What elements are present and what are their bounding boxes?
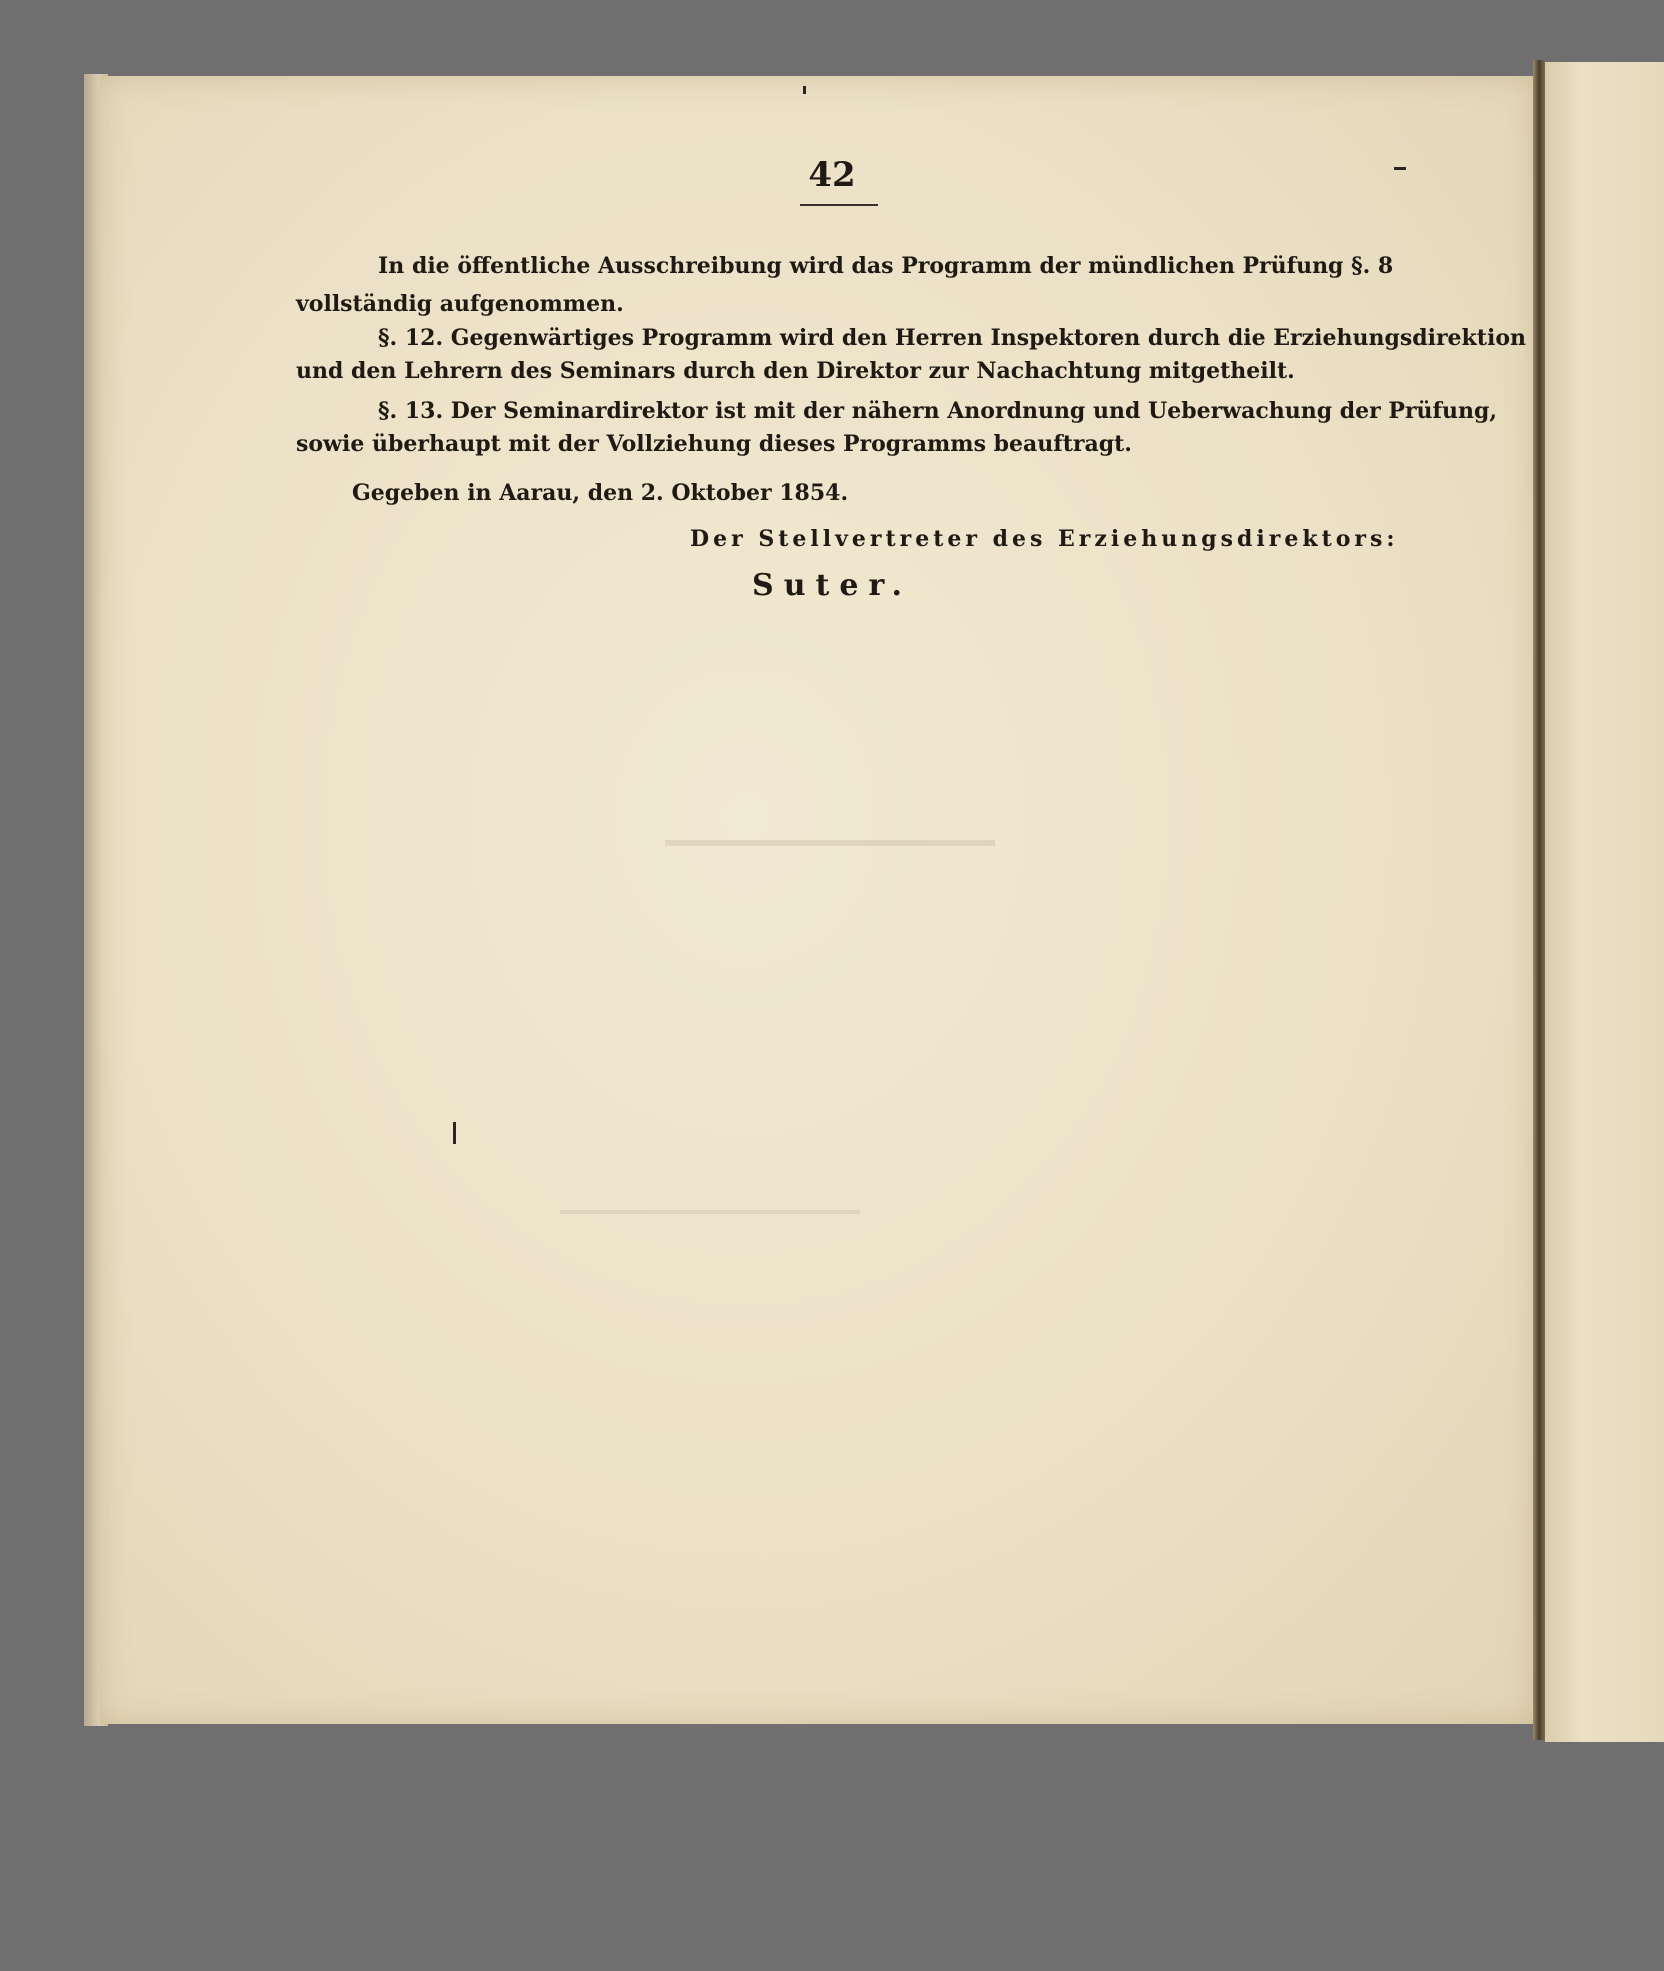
dateline: Gegeben in Aarau, den 2. Oktober 1854. xyxy=(352,480,849,506)
paragraph-line: §. 12. Gegenwärtiges Programm wird den Herren Inspektoren durch die Erziehungsdirektion xyxy=(378,325,1526,351)
stray-mark xyxy=(453,1122,456,1144)
signature-name: Suter. xyxy=(752,568,912,603)
book-page xyxy=(100,76,1535,1724)
paragraph-line: und den Lehrern des Seminars durch den Direktor zur Nachachtung mitgetheilt. xyxy=(296,358,1295,384)
paragraph-line: vollständig aufgenommen. xyxy=(296,291,624,317)
signatory-title: Der Stellvertreter des Erziehungsdirektors: xyxy=(690,526,1399,552)
facing-page-edge xyxy=(1545,62,1664,1742)
paragraph-line: In die öffentliche Ausschreibung wird das Programm der mündlichen Prüfung §. 8 xyxy=(378,253,1394,279)
book-gutter xyxy=(1533,60,1545,1740)
top-dot-mark xyxy=(803,86,806,94)
page-number-rule xyxy=(800,204,878,206)
paragraph-line: §. 13. Der Seminardirektor ist mit der nähern Anordnung und Ueberwachung der Prüfung, xyxy=(378,398,1498,424)
page-number: 42 xyxy=(808,155,856,195)
paragraph-line: sowie überhaupt mit der Vollziehung dieses Programms beauftragt. xyxy=(296,431,1132,457)
